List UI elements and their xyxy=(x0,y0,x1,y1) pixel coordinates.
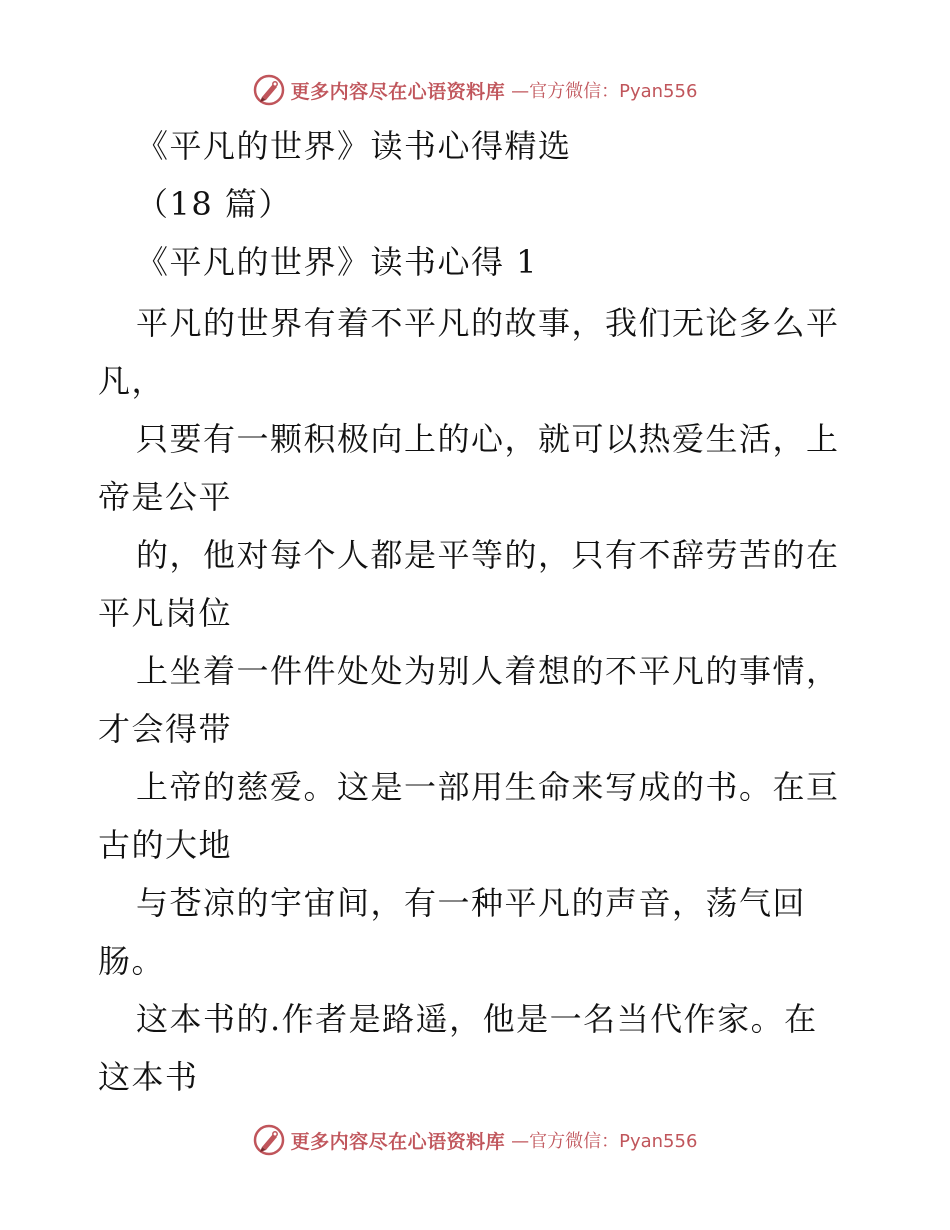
paragraph-line: 的，他对每个人都是平等的，只有不辞劳苦的在 xyxy=(136,536,840,574)
section-heading: 《平凡的世界》读书心得 1 xyxy=(136,243,539,281)
paragraph-line: 古的大地 xyxy=(98,826,233,864)
paragraph-line: 这本书 xyxy=(98,1058,199,1096)
header-banner-content xyxy=(253,74,698,106)
header-banner xyxy=(0,70,950,110)
paragraph-line: 帝是公平 xyxy=(98,478,233,516)
paragraph-line: 才会得带 xyxy=(98,710,233,748)
paragraph-line: 平凡的世界有着不平凡的故事，我们无论多么平 xyxy=(136,304,840,342)
footer-banner xyxy=(0,1120,950,1160)
pen-logo-icon xyxy=(253,74,285,106)
paragraph-line: 与苍凉的宇宙间，有一种平凡的声音，荡气回 xyxy=(136,884,807,922)
paragraph-line: 上帝的慈爱。这是一部用生命来写成的书。在亘 xyxy=(136,768,840,806)
paragraph-line: 肠。 xyxy=(98,942,166,980)
header-banner-wechat: —官方微信：Pyan556 xyxy=(511,81,698,102)
footer-banner-title: 更多内容尽在心语资料库 xyxy=(290,1130,506,1153)
document-count: （18 篇） xyxy=(136,185,292,223)
paragraph-line: 这本书的.作者是路遥，他是一名当代作家。在 xyxy=(136,1000,818,1038)
document-title: 《平凡的世界》读书心得精选 xyxy=(136,127,572,165)
header-banner-title: 更多内容尽在心语资料库 xyxy=(290,80,506,103)
paragraph-line: 平凡岗位 xyxy=(98,594,233,632)
paragraph-line: 只要有一颗积极向上的心，就可以热爱生活，上 xyxy=(136,420,840,458)
footer-banner-wechat: —官方微信：Pyan556 xyxy=(511,1131,698,1152)
paragraph-line: 上坐着一件件处处为别人着想的不平凡的事情， xyxy=(136,652,840,690)
footer-banner-content xyxy=(253,1124,698,1156)
paragraph-line: 凡， xyxy=(98,362,166,400)
pen-logo-icon xyxy=(253,1124,285,1156)
